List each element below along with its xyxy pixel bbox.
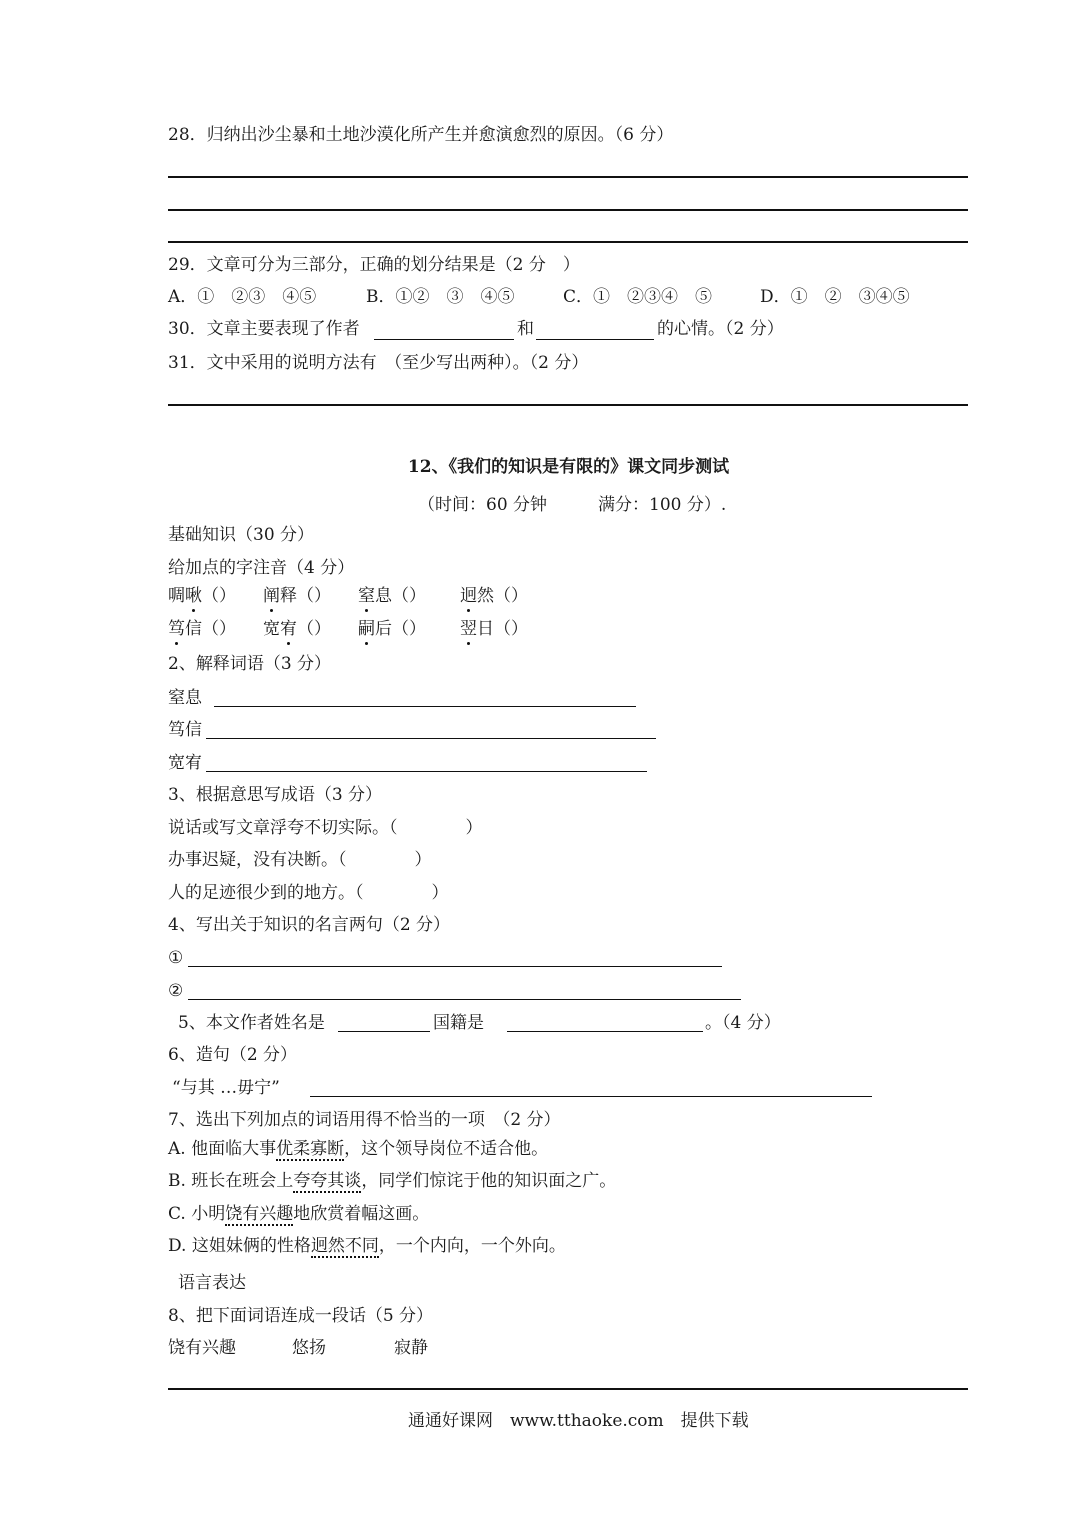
option-c: C．① ②③④ ⑤ (563, 287, 713, 307)
question-1: 给加点的字注音（4 分） (168, 558, 355, 578)
answer-line (168, 176, 968, 178)
blank-line (188, 999, 741, 1000)
pinyin-item: 窒息（） (358, 586, 426, 606)
question-5-suffix: 。（4 分） (705, 1013, 781, 1033)
pinyin-item: 嗣后（） (358, 619, 426, 639)
blank-line (507, 1031, 703, 1032)
question-30-middle: 和 (517, 319, 534, 339)
question-5-middle: 国籍是 (433, 1013, 484, 1033)
test-meta: （时间：60 分钟 满分：100 分）. (418, 495, 727, 515)
blank-line (374, 339, 514, 340)
blank-line (310, 1096, 872, 1097)
question-6: 6、造句（2 分） (168, 1045, 298, 1065)
question-31: 31．文中采用的说明方法有 （至少写出两种）。（2 分） (168, 353, 589, 373)
footer-text: 通通好课网 www.tthaoke.com 提供下载 (408, 1411, 749, 1431)
pinyin-item: 阐释（） (263, 586, 331, 606)
q7-option-a: A. 他面临大事优柔寡断，这个领导岗位不适合他。 (168, 1139, 549, 1159)
question-7: 7、选出下列加点的词语用得不恰当的一项 （2 分） (168, 1110, 561, 1130)
word-label: 窒息 (168, 688, 202, 708)
q7-option-d: D. 这姐妹俩的性格迥然不同，一个内向，一个外向。 (168, 1236, 566, 1256)
idiom-item: 办事迟疑，没有决断。（ ） (168, 850, 432, 870)
option-b: B．①② ③ ④⑤ (366, 287, 515, 307)
q8-word: 悠扬 (292, 1338, 326, 1358)
question-5-prefix: 5、本文作者姓名是 (178, 1013, 325, 1033)
answer-line (168, 241, 968, 243)
question-30-suffix: 的心情。（2 分） (657, 319, 784, 339)
question-4: 4、写出关于知识的名言两句（2 分） (168, 915, 451, 935)
q7-option-b: B. 班长在班会上夸夸其谈，同学们惊诧于他的知识面之广。 (168, 1171, 617, 1191)
blank-line (338, 1031, 430, 1032)
option-d: D．① ② ③④⑤ (760, 287, 910, 307)
footer-rule (168, 1388, 968, 1390)
section-language: 语言表达 (178, 1273, 246, 1293)
sentence-item: “与其 …毋宁” (172, 1078, 280, 1098)
question-29: 29．文章可分为三部分，正确的划分结果是（2 分 ） (168, 255, 580, 275)
q8-word: 饶有兴趣 (168, 1338, 236, 1358)
pinyin-item: 笃信（） (168, 619, 236, 639)
test-title: 12、《我们的知识是有限的》课文同步测试 (407, 457, 730, 477)
blank-line (206, 738, 656, 739)
q7-option-c: C. 小明饶有兴趣地欣赏着幅这画。 (168, 1204, 430, 1224)
blank-line (206, 771, 647, 772)
pinyin-item: 翌日（） (460, 619, 528, 639)
quote-mark: ② (168, 981, 184, 1001)
question-2: 2、解释词语（3 分） (168, 654, 332, 674)
idiom-item: 说话或写文章浮夸不切实际。（ ） (168, 818, 483, 838)
question-8: 8、把下面词语连成一段话（5 分） (168, 1306, 434, 1326)
pinyin-item: 迥然（） (460, 586, 528, 606)
idiom-item: 人的足迹很少到的地方。（ ） (168, 883, 449, 903)
section-basic: 基础知识（30 分） (168, 525, 315, 545)
question-28: 28．归纳出沙尘暴和土地沙漠化所产生并愈演愈烈的原因。（6 分） (168, 125, 674, 145)
word-label: 宽宥 (168, 753, 202, 773)
quote-mark: ① (168, 948, 184, 968)
answer-line (168, 404, 968, 406)
question-3: 3、根据意思写成语（3 分） (168, 785, 383, 805)
pinyin-item: 宽宥（） (263, 619, 331, 639)
blank-line (536, 339, 654, 340)
question-30-prefix: 30．文章主要表现了作者 (168, 319, 360, 339)
blank-line (214, 706, 636, 707)
blank-line (188, 966, 722, 967)
pinyin-item: 啁啾（） (168, 586, 236, 606)
word-label: 笃信 (168, 720, 202, 740)
answer-line (168, 209, 968, 211)
option-a: A．① ②③ ④⑤ (168, 287, 317, 307)
q8-word: 寂静 (394, 1338, 428, 1358)
